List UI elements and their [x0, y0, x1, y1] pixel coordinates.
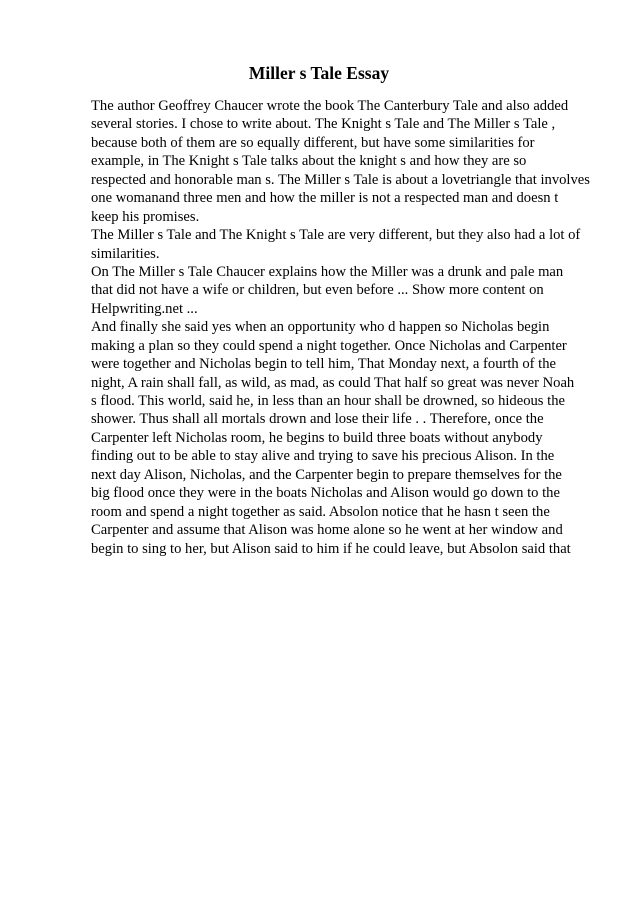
text-line: big flood once they were in the boats Nicholas and Alison would go down to the — [91, 485, 560, 502]
text-line: several stories. I chose to write about. The Knight s Tale and The Miller s Tale , — [91, 116, 556, 133]
text-line: one womanand three men and how the miller is not a respected man and doesn t — [91, 190, 559, 207]
text-line: that did not have a wife or children, but even before ... Show more content on — [91, 282, 544, 299]
text-line: were together and Nicholas begin to tell him, That Monday next, a fourth of the — [91, 356, 556, 373]
text-line: keep his promises. — [91, 208, 200, 225]
text-line: finding out to be able to stay alive and trying to save his precious Alison. In the — [91, 448, 555, 465]
text-line: Carpenter left Nicholas room, he begins to build three boats without anybody — [91, 429, 543, 446]
text-line: room and spend a night together as said. Absolon notice that he hasn t seen the — [91, 503, 550, 520]
text-line: because both of them are so equally different, but have some similarities for — [91, 134, 535, 151]
text-line: The Miller s Tale and The Knight s Tale are very different, but they also had a lot of — [91, 227, 581, 244]
text-line: next day Alison, Nicholas, and the Carpenter begin to prepare themselves for the — [91, 466, 562, 483]
text-line: begin to sing to her, but Alison said to him if he could leave, but Absolon said that — [91, 540, 571, 557]
document-title: Miller s Tale Essay — [248, 63, 390, 83]
text-line: making a plan so they could spend a night together. Once Nicholas and Carpenter — [91, 337, 567, 354]
text-line: example, in The Knight s Tale talks about the knight s and how they are so — [91, 153, 527, 170]
text-line: And finally she said yes when an opportunity who d happen so Nicholas begin — [91, 319, 550, 336]
document-body — [91, 97, 631, 558]
text-line: The author Geoffrey Chaucer wrote the book The Canterbury Tale and also added — [91, 98, 569, 114]
text-line: Helpwriting.net ... — [91, 300, 198, 317]
text-line: similarities. — [91, 245, 160, 262]
text-line: respected and honorable man s. The Miller s Tale is about a lovetriangle that involves — [91, 171, 590, 188]
text-line: night, A rain shall fall, as wild, as mad, as could That half so great was never Noah — [91, 374, 575, 391]
text-line: shower. Thus shall all mortals drown and lose their life . . Therefore, once the — [91, 411, 544, 428]
text-line: s flood. This world, said he, in less than an hour shall be drowned, so hideous the — [91, 393, 565, 409]
text-line: On The Miller s Tale Chaucer explains how the Miller was a drunk and pale man — [91, 263, 564, 280]
text-line: Carpenter and assume that Alison was home alone so he went at her window and — [91, 522, 563, 539]
